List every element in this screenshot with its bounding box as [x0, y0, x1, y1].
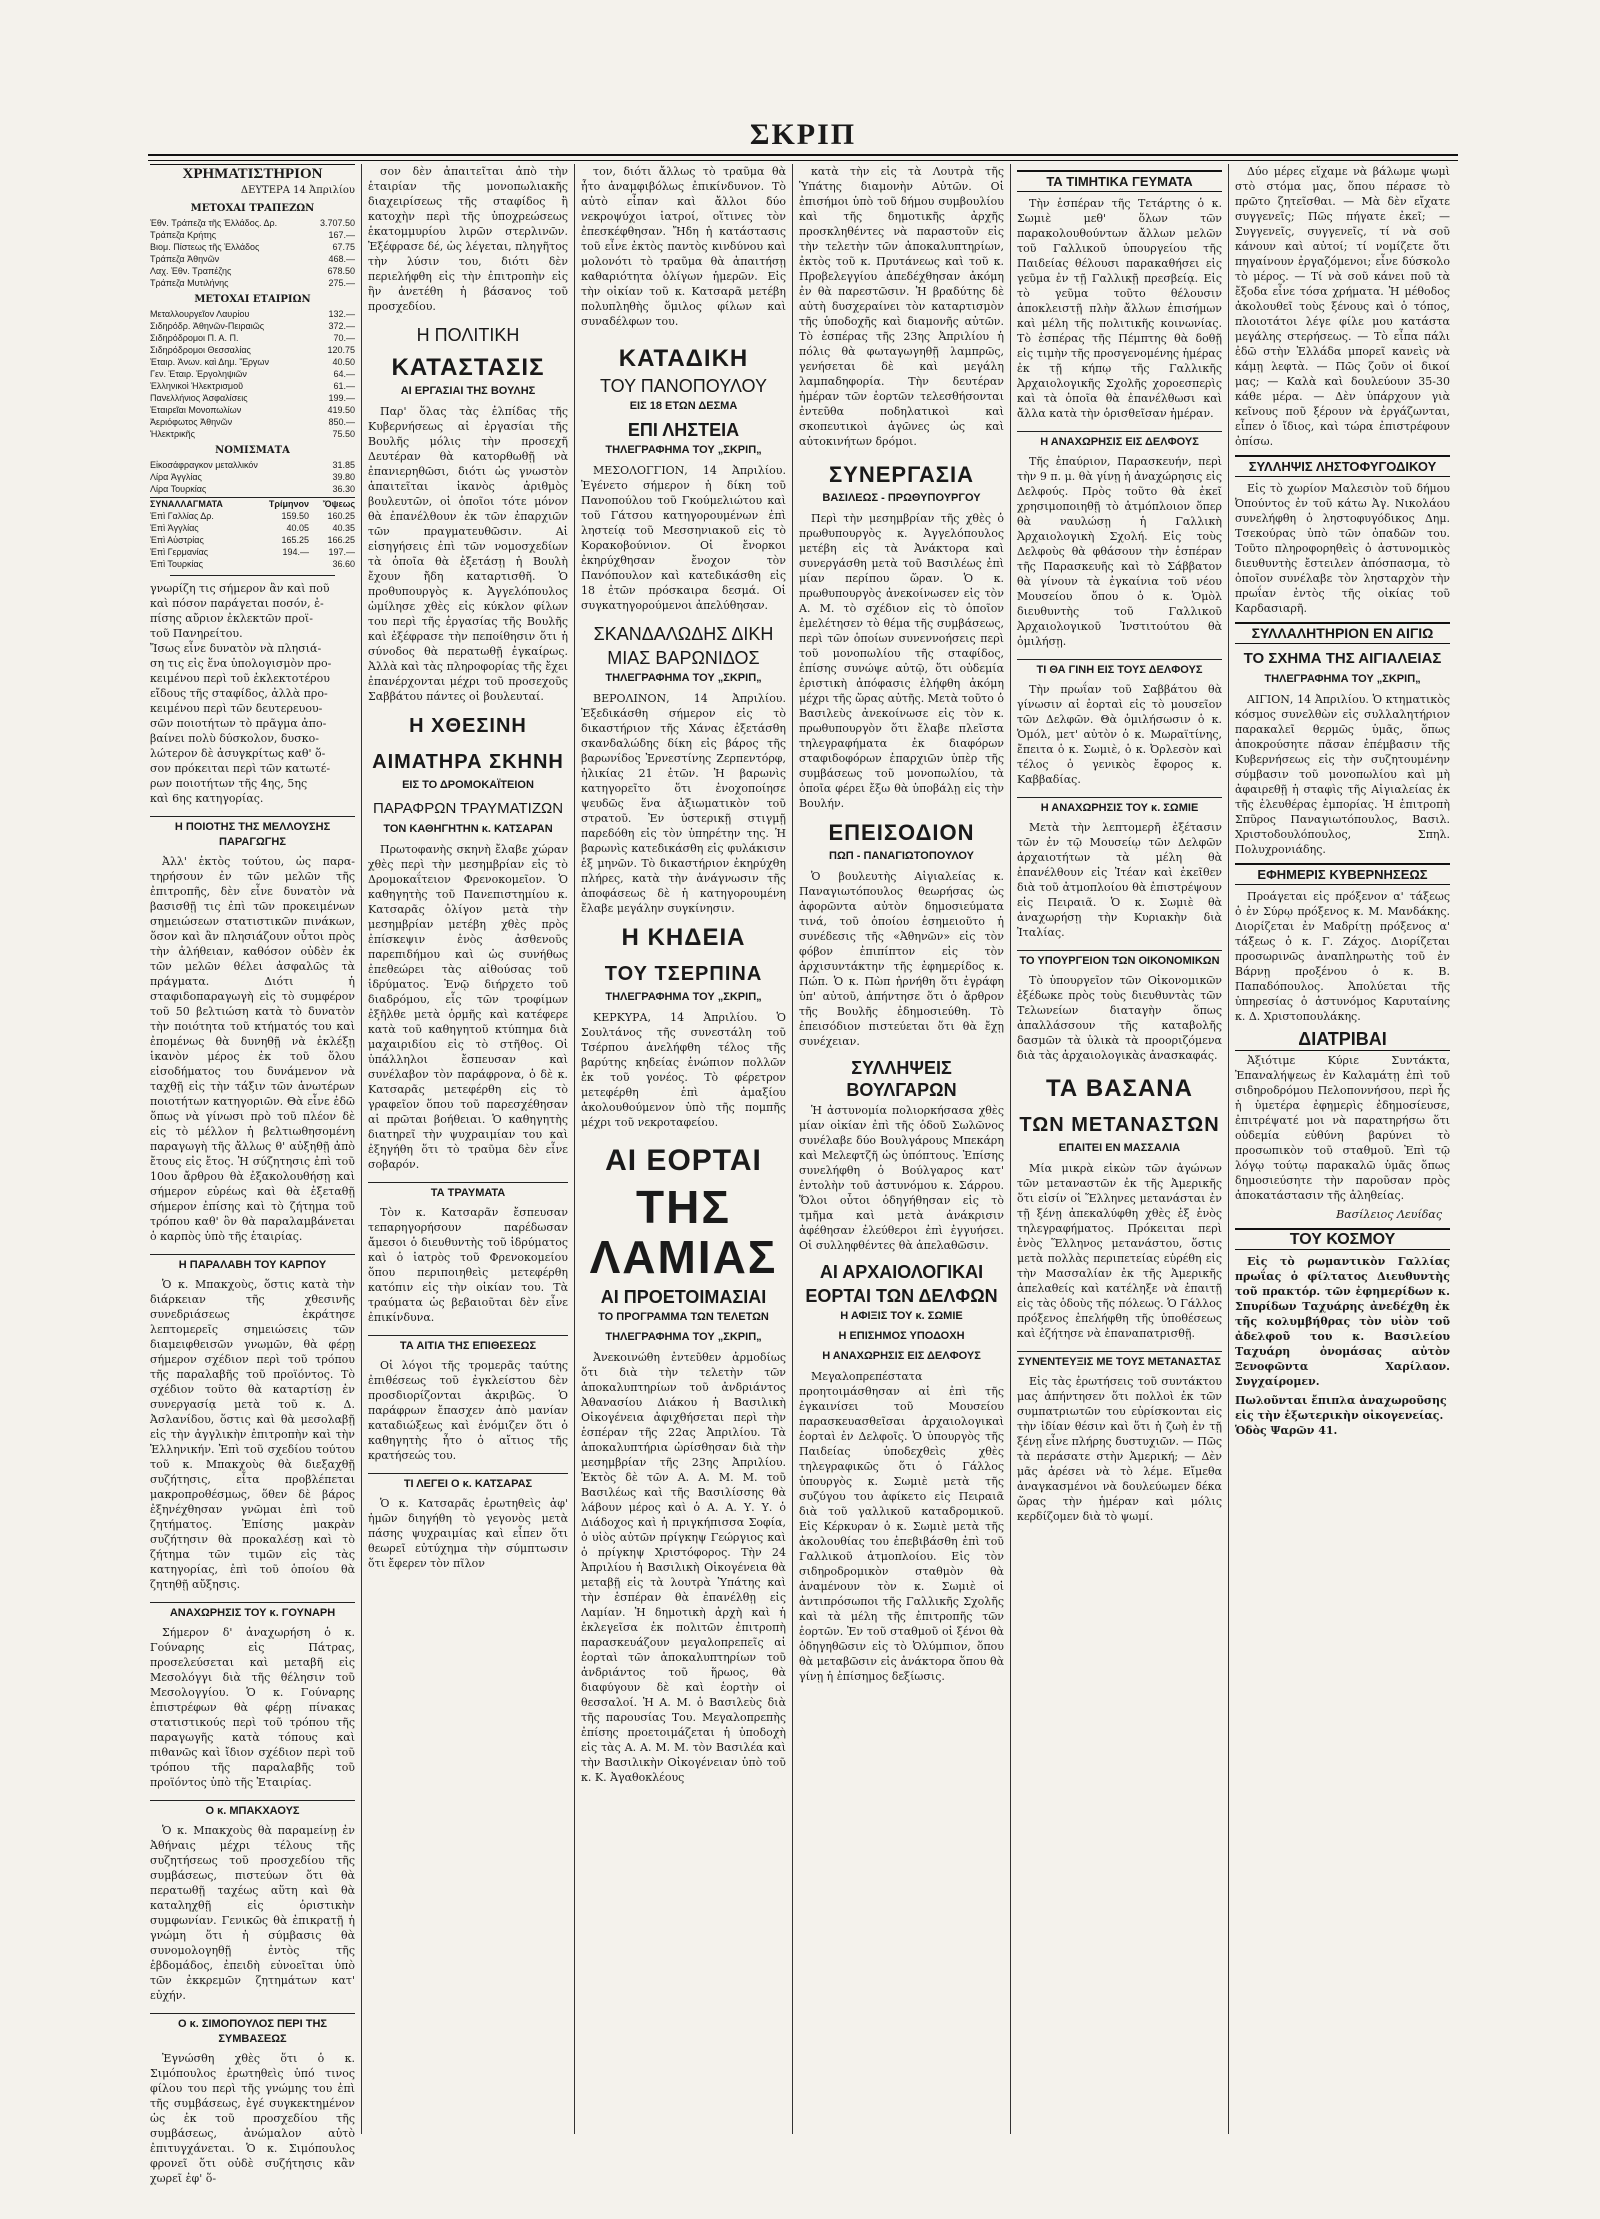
finance-row-value: 61.—	[333, 381, 355, 391]
finance-row-value-sight: 36.60	[332, 559, 355, 569]
finance-row-label: Ἑταιρ. Ἀνων. καὶ Δημ. Ἔργων	[150, 357, 269, 367]
torture-title: ΤΑ ΒΑΣΑΝΑ	[1046, 1075, 1193, 1102]
classified-ad: Πωλοῦνται ἔπιπλα ἀναχωροῦσης εἰς τὴν ἐξωτερικὴν οἰκογενείας. Ὁδὸς Ψαρῶν 41.	[1235, 1394, 1447, 1437]
finance-row-value: 275.—	[328, 278, 355, 288]
torture-subtitle: ΕΠΑΙΤΕΙ ΕΝ ΜΑΣΣΑΛΙΑ	[1058, 1142, 1181, 1154]
finance-row	[150, 483, 355, 495]
text-line	[150, 746, 355, 761]
feast-subtitle-2: ΤΟ ΠΡΟΓΡΑΜΜΑ ΤΩΝ ΤΕΛΕΤΩΝ	[598, 1311, 769, 1323]
rally-heading: ΣΥΛΛΑΛΗΤΗΡΙΟΝ ΕΝ ΑΙΓΙΩ	[1235, 622, 1450, 644]
finance-row	[150, 320, 355, 332]
finance-row-label: Ἐπὶ Ἀγγλίας	[150, 523, 199, 533]
exchange-col-3m: Τρίμηνον	[268, 499, 309, 509]
world-text: Εἰς τὸ ρωμαντικὸν Γαλλίας πρωΐας ὁ φίλτατος Διευθυντὴς τοῦ πρακτόρ. τῶν ἐφημερίδων κ. Σπυρίδων Ταχυάρης ἀνεδέχθη ἐκ τῆς κολυμβήθρας τὸν υἱὸν τοῦ ἀδελφοῦ του κ. Βασιλείου Ταχυάρη ὀνομάσας αὐτὸν Ξενοφῶντα Χαρίλαον. Συγχαίρομεν.	[1235, 1255, 1450, 1388]
text-line-content: καὶ πόσον παράγεται ποσόν, ἐ-	[150, 597, 324, 610]
text-line-content: σῶν ποιοτήτων τὸ πρᾶγμα ἀπο-	[150, 717, 327, 730]
finance-row-value: 372.—	[328, 321, 355, 331]
delphi-departure-text: Τῆς ἐπαύριον, Παρασκευήν, περὶ τὴν 9 π. μ. θὰ γίνῃ ἡ ἀναχώρησις εἰς Δελφούς. Πρὸς τοῦτο θὰ ἐκεῖ χρησιμοποιηθῇ τὸ ἀτμόπλοιον ὅπερ θὰ ναυλώσῃ ἡ Γαλλικὴ Ἀρχαιολογικὴ Σχολή. Εἰς τοὺς Δελφοὺς θὰ φθάσουν τὴν ἑσπέραν τῆς Παρασκευῆς καὶ τὸ Σάββατον θὰ γίνουν τὰ ἐγκαίνια τοῦ νέου Μουσείου ὅπου ὁ κ. Ὁμὸλ διευθυντὴς τοῦ Γαλλικοῦ Ἀρχαιολογικοῦ Ἰνστιτούτου θὰ ὁμιλήσῃ.	[1017, 455, 1222, 648]
finance-row-value: 850.—	[328, 417, 355, 427]
finance-row-label: Σιδηρόδρομοι Π. Α. Π.	[150, 333, 239, 343]
finance-row-label: Εἰκοσάφραγκον μεταλλικόν	[150, 460, 258, 470]
finance-row-label: Ἐπὶ Γερμανίας	[150, 547, 209, 557]
bandit-arrest-heading: ΣΥΛΛΗΨΙΣ ΛΗΣΤΟΦΥΓΟΔΙΚΟΥ	[1235, 455, 1450, 477]
column-1	[150, 164, 355, 2185]
text-line	[150, 611, 355, 626]
finance-row-label: Σιδηρόδρ. Ἀθηνῶν-Πειραιῶς	[150, 321, 265, 331]
text-line-content: εἴδους τῆς σταφίδος, ἀλλὰ προ-	[150, 687, 328, 700]
archaeo-title: ΑΙ ΑΡΧΑΙΟΛΟΓΙΚΑΙ	[819, 1262, 984, 1282]
politics-title: ΚΑΤΑΣΤΑΣΙΣ	[391, 354, 545, 381]
currency-list	[150, 459, 355, 495]
finance-row	[150, 241, 355, 253]
column-3	[581, 164, 786, 2134]
finance-row-label: Μεταλλουργεῖον Λαυρίου	[150, 309, 250, 319]
text-line-content: τοῦ Πανηρείτου.	[150, 627, 243, 640]
masthead-rule	[148, 154, 1458, 161]
text-line-content: σον πρόκειται περὶ τῶν κατωτέ-	[150, 762, 331, 775]
exchange-heading: ΣΥΝΑΛΛΑΓΜΑΤΑ	[150, 499, 223, 509]
archaeo-subtitle-3: Η ΑΝΑΧΩΡΗΣΙΣ ΕΙΣ ΔΕΛΦΟΥΣ	[822, 1350, 981, 1362]
col4-top-text: κατὰ τὴν εἰς τὰ Λουτρὰ τῆς Ὑπάτης διαμονὴν Αὐτῶν. Οἱ ἐπισήμοι ὑπὸ τοῦ δήμου συμβουλίου καὶ τῆς δημοτικῆς ἀρχῆς προσκληθέντες νὰ παραστοῦν εἰς τὴν τελετὴν τῶν ἀποκαλυπτηρίων, ἐκτὸς τοῦ κ. Πρυτάνεως καὶ τοῦ κ. Προβελεγγίου ἀπεδέχθησαν ἀκόμη ἐν θὰ παρεστῶσιν. Ἡ βραδύτης δὲ αὐτὴ δυσχεραίνει τὸν καταρτισμὸν τῆς ὑποδοχῆς καὶ διαμονῆς αὐτῶν. Τὸ ἑσπέρας τῆς 23ης Ἀπριλίου ἡ πόλις θὰ φωταγωγηθῇ λαμπρῶς, γενήσεται δὲ καὶ μεγάλη λαμπαδηφορία. Τὴν δευτέραν ἡμέραν τῶν ἑορτῶν τελεσθήσονται ἐντεῦθα ποδηλατικοὶ καὶ σκοπευτικοὶ ἀγῶνες ὡς καὶ αὐτοκινήτων δρόμοι.	[799, 165, 1004, 448]
scandal-wire: ΤΗΛΕΓΡΑΦΗΜΑ ΤΟΥ „ΣΚΡΙΠ„	[605, 672, 762, 684]
text-line-content: πίσης αὔριον ἐκλεκτῶν προϊ-	[150, 612, 313, 625]
scene-title: Η ΧΘΕΣΙΝΗ	[409, 715, 527, 737]
col6-top-text: Δύο μέρες εἴχαμε νὰ βάλωμε ψωμὶ στὸ στόμα μας, ὅπου πέρασε τὸ πρῶτο ζητεῖσθαι. — Μὰ δὲν εἴχατε συγγενεῖς; Πῶς πήγατε ἐκεῖ; — Συγγενεῖς, συγγενεῖς, τί νὰ σοῦ κάνουν καὶ αὐτοί; τί νομίζετε ὅτι πηγαίνουν ἐργαζόμενοι; εἶνε δύσκολο τὸ μέρος. — Τί νὰ σοῦ κάνει ποῦ τὰ ἔξοδα εἶνε τόσα χρήματα. Ἡ μέθοδος ἀκολουθεῖ τοὺς ξένους καὶ ὁ τόπος, πλοιοτάτοι λέγε φίλε μου κατάστα μεγάλης στερήσεως. — Τὸ εἶπα πάλι ἐδῶ στὴν Ἑλλάδα μπορεῖ κανεὶς νὰ κάμῃ λεφτὰ. — Πῶς ζοῦν οἱ δικοί μας; — Καλὰ καὶ δουλεύουν 35-30 κάθε μέρα. — Δὲν ὑπάρχουν γιὰ κεῖνους ποῦ ξέρουν νὰ ἐργάζωνται, εἶπεν ὁ ἴδιος, καὶ τώρα ἐπιστρέφουν ὀπίσω.	[1235, 165, 1450, 448]
finance-row-value: 64.—	[333, 369, 355, 379]
simopoulos-text: Ἐγνώσθη χθὲς ὅτι ὁ κ. Σιμόπουλος ἐρωτηθεὶς ὑπό τινος φίλου του περὶ τῆς γνώμης του ἐπὶ τῆς συμβάσεως, ἐγέ συγκεκτημένον ὡς ἐκ τοῦ προσχεδίου τῆς συμβάσεως, ἀνώμαλον αὐτὸ ἐπιτυγχάνεται. Ὁ κ. Σιμόπουλος φρονεῖ ὅτι οὐδὲ συζήτησις κἂν χωρεῖ ἐφ' ὅ-	[150, 2052, 355, 2185]
stock-exchange-box	[150, 164, 355, 570]
finance-row-value: 31.85	[332, 460, 355, 470]
text-line	[150, 581, 355, 596]
bandit-arrest-text: Εἰς τὸ χωρίον Μαλεσιὸν τοῦ δήμου Ὀπούντος ἐν τοῦ κάτω Ἀγ. Νικολάου συνελήφθη ὁ ληστοφυγόδικος Δημ. Τσεκούρας ὑπὸ τῶν ὀπαδῶν του. Τοῦτο πληροφορηθεὶς ὁ ἀστυνομικὸς διευθυντὴς ἔστειλεν ἀπόσπασμα, τὸ ὁποῖον συνέλαβε τὸν λησταρχὸν τὴν πρωΐαν ἐντὸς τῆς οἰκίας τοῦ Καρδασιαρῆ.	[1235, 482, 1450, 615]
scene-subtitle: ΕΙΣ ΤΟ ΔΡΟΜΟΚΑΪΤΕΙΟΝ	[402, 779, 534, 791]
finance-row-value-3m: 194.—	[282, 547, 309, 557]
finance-row-value-3m: 159.50	[281, 511, 309, 521]
finance-row	[150, 380, 355, 392]
finance-row-label: Γεν. Ἑταιρ. Ἐργοληψιῶν	[150, 369, 247, 379]
heading-simopoulos: Ο κ. ΣΙΜΟΠΟΥΛΟΣ ΠΕΡΙ ΤΗΣ ΣΥΜΒΑΣΕΩΣ	[150, 2013, 355, 2047]
text-line-content: ρων ποιοτήτων τῆς 4ης, 5ης	[150, 777, 308, 790]
company-shares-list	[150, 308, 355, 440]
company-shares-heading: ΜΕΤΟΧΑΙ ΕΤΑΙΡΙΩΝ	[194, 294, 311, 305]
finance-row-value: 70.—	[333, 333, 355, 343]
finance-row-value: 468.—	[328, 254, 355, 264]
finance-row-label: Λίρα Ἀγγλίας	[150, 472, 202, 482]
finance-row-value: 120.75	[327, 345, 355, 355]
causes-heading: ΤΑ ΑΙΤΙΑ ΤΗΣ ΕΠΙΘΕΣΕΩΣ	[368, 1335, 568, 1354]
page-columns	[150, 164, 1450, 2185]
text-line	[150, 596, 355, 611]
finance-row-label: Ἑταιρεῖαι Μονοπωλίων	[150, 405, 242, 415]
finance-row-value: 67.75	[332, 242, 355, 252]
text-line-content: βαίνει πολὺ δύσκολον, δυσκο-	[150, 732, 319, 745]
finance-row-value-3m	[263, 558, 309, 570]
finance-row-label: Σιδηρόδρομοι Θεσσαλίας	[150, 345, 251, 355]
finance-row-value: 678.50	[327, 266, 355, 276]
archaeo-text: Μεγαλοπρεπέστατα προητοιμάσθησαν αἱ ἐπὶ τῆς ἐγκαινίσει τοῦ Μουσείου παρασκευασθεῖσαι ἀρχαιολογικαὶ ἑορταὶ ἐν Δελφοῖς. Ὁ ὑπουργὸς τῆς Παιδείας ὑποδεχθεὶς χθὲς τηλεγραφικῶς ὅτι ὁ Γάλλος ὑπουργὸς κ. Σωμιὲ μετὰ τῆς συζύγου του ἀφίκετο εἰς Πειραιᾶ διὰ τοῦ γαλλικοῦ καταδρομικοῦ. Εἰς Κέρκυραν ὁ κ. Σωμιὲ μετὰ τῆς ἀκολουθίας του ἐπεβιβάσθη ἐπὶ τοῦ Γαλλικοῦ ἀτμοπλοίου. Εἰς τὸν σιδηροδρομικὸν σταθμὸν θὰ ἀναμένουν τὸν κ. Σωμιὲ οἱ ἀντιπρόσωποι τῆς Γαλλικῆς Σχολῆς καὶ τὰ μέλη τῆς ἐπιτροπῆς τῶν ἑορτῶν. Ἐν τοῦ σταθμοῦ οἱ ξένοι θὰ ὁδηγηθῶσιν εἰς τὸ Ὀλύμπιον, ὅπου θὰ μεταβῶσιν εἰς ἀνάκτορα ὅπου θὰ γίνῃ ἡ ἐπίσημος δεξίωσις.	[799, 1370, 1004, 1683]
text-line-content: κειμένου περὶ τοῦ ἐκλεκτοτέρου	[150, 672, 330, 685]
text-line	[150, 686, 355, 701]
col3-top-text: τον, διότι ἄλλως τὸ τραῦμα θὰ ἦτο ἀναμφιβόλως ἐπικίνδυνον. Τὸ αὐτὸ εἶπαν καὶ ἄλλοι δύο νεκροψύχοι ἰατροί, οἵτινες τὸν ἐπεσκέφθησαν. Ἤδη ἡ κατάστασις τοῦ εἶνε ἐκτὸς παντὸς κινδύνου καὶ μολονότι τὸ τραῦμα θὰ ἀπαιτήσῃ καθαριότητα ὀλίγων ἡμερῶν. Εἰς τὴν οἰκίαν τοῦ κ. Κατσαρᾶ μετέβη πολυπληθὴς ὅμιλος φίλων καὶ συναδέλφων του.	[581, 165, 786, 328]
heading-bakchous: Ο κ. ΜΠΑΚΧΑΟΥΣ	[150, 1800, 355, 1819]
finance-row-value: 167.—	[328, 230, 355, 240]
feast-kicker: ΑΙ ΕΟΡΤΑΙ	[605, 1144, 762, 1177]
finance-row-label: Πανελλήνιος Ἀσφαλίσεις	[150, 393, 248, 403]
rally-wire: ΤΗΛΕΓΡΑΦΗΜΑ ΤΟΥ „ΣΚΡΙΠ„	[1264, 673, 1421, 685]
finance-row-value-sight: 197.—	[328, 547, 355, 557]
finance-row-value-sight: 166.25	[327, 535, 355, 545]
finance-row-value: 132.—	[328, 309, 355, 319]
arrests-title: ΣΥΛΛΗΨΕΙΣ ΒΟΥΛΓΑΡΩΝ	[846, 1058, 957, 1100]
delphi-departure-heading: Η ΑΝΑΧΩΡΗΣΙΣ ΕΙΣ ΔΕΛΦΟΥΣ	[1017, 431, 1222, 450]
stock-exchange-date: ΔΕΥΤΕΡΑ 14 Ἀπριλίου	[240, 185, 355, 196]
text-line	[150, 761, 355, 776]
scene-subtitle-2: ΠΑΡΑΦΡΩΝ ΤΡΑΥΜΑΤΙΖΩΝ	[372, 800, 564, 817]
finance-row-label: Ἀεριόφωτος Ἀθηνῶν	[150, 417, 233, 427]
finance-row	[150, 534, 355, 546]
finance-row-label: Ἐθν. Τράπεζα τῆς Ἑλλάδος. Δρ.	[150, 218, 278, 228]
somie-departure-text: Μετὰ τὴν λεπτομερῆ ἐξέτασιν τῶν ἐν τῷ Μουσείῳ τῶν Δελφῶν ἀρχαιοτήτων τὰ μέλη θὰ ἐπανέλθουν εἰς Ἰτέαν καὶ ἐκεῖθεν διὰ τοῦ ἀτμοπλοίου θὰ ἐπιστρέψουν εἰς Πειραιᾶ. Ὁ κ. Σωμιὲ θὰ ἀναχωρήσῃ τὴν Κυριακὴν διὰ Ἰταλίας.	[1017, 821, 1222, 939]
text-line-content: ση τις εἰς ἕνα ὑπολογισμὸν προ-	[150, 657, 332, 670]
finance-row	[150, 265, 355, 277]
finance-row-label: Τράπεζα Μυτιλήνης	[150, 278, 229, 288]
delphi-celebrations-text: Τὴν πρωΐαν τοῦ Σαββάτου θὰ γίνωσιν αἱ ἑορταὶ εἰς τὸ μουσεῖον τῶν Δελφῶν. Θὰ ὁμιλήσωσιν ὁ κ. Ὁμόλ, μετ' αὐτὸν ὁ κ. Μωραϊτίνης, ἔπειτα ὁ κ. Σωμιὲ, ὁ κ. Ὀρλεσὸν καὶ τέλος ὁ γενικὸς ἔφορος κ. Καββαδίας.	[1017, 683, 1222, 786]
finance-row	[150, 558, 355, 570]
column-rule	[361, 164, 362, 2134]
text-line	[150, 776, 355, 791]
finance-row	[150, 253, 355, 265]
katsaras-says-heading: ΤΙ ΛΕΓΕΙ Ο κ. ΚΑΤΣΑΡΑΣ	[368, 1473, 568, 1492]
column-4	[799, 164, 1004, 2134]
column-6	[1235, 164, 1450, 2134]
finance-row-value: 36.30	[332, 484, 355, 494]
diatribe-text: Ἀξιότιμε Κύριε Συντάκτα, Ἐπαναλήψεως ἐν Καλαμάτῃ ἐπὶ τοῦ σιδηροδρόμου Πελοποννήσου, περὶ ἧς ἡ ὑμετέρα ἐφημερὶς ἐδημοσίευσε, ἐπιτρέψατέ μοι νὰ παρατηρήσω ὅτι οὐδεμία εὐθύνη βαρύνει τὸ προσωπικὸν τοῦ σταθμοῦ. Ἐπὶ τῷ λόγῳ τούτῳ παρακαλῶ ὑμᾶς ὅπως δημοσιεύσητε τὴν παροῦσαν πρὸς ἀποκατάστασιν τῆς ἀληθείας.	[1235, 1054, 1450, 1202]
finance-row-label: Ἐπὶ Αὐστρίας	[150, 535, 204, 545]
funeral-wire: ΤΗΛΕΓΡΑΦΗΜΑ ΤΟΥ „ΣΚΡΙΠ„	[605, 991, 762, 1003]
newspaper-title: ΣΚΡΙΠ	[749, 118, 857, 151]
finance-row	[150, 332, 355, 344]
column-rule	[574, 164, 575, 2134]
exchange-header	[150, 497, 355, 510]
delphi-celebrations-heading: ΤΙ ΘΑ ΓΙΝΗ ΕΙΣ ΤΟΥΣ ΔΕΛΦΟΥΣ	[1017, 659, 1222, 678]
finance-row-label: Βιομ. Πίστεως τῆς Ἑλλάδος	[150, 242, 260, 252]
politics-subtitle: ΑΙ ΕΡΓΑΣΙΑΙ ΤΗΣ ΒΟΥΛΗΣ	[400, 385, 536, 397]
conviction-subtitle-2: ΕΙΣ 18 ΕΤΩΝ ΔΕΣΜΑ	[629, 400, 738, 412]
finance-row	[150, 404, 355, 416]
finance-row-value-sight: 160.25	[327, 511, 355, 521]
text-line	[150, 656, 355, 671]
masthead	[148, 118, 1458, 158]
conviction-title: ΚΑΤΑΔΙΚΗ	[618, 345, 749, 372]
torture-text: Μία μικρὰ εἰκὼν τῶν ἀγώνων τῶν μεταναστῶν ἐκ τῆς Ἀμερικῆς ὅτι εἰσίν οἱ Ἕλληνες μετανάσται ἐν τῇ ξένῃ ἀπεκαλύφθη χθὲς ἐξ ἑνὸς τηλεγραφήματος. Πρόκειται περὶ ἑνὸς Ἕλληνος μετανάστου, ὅστις μετὰ πολλὰς περιπετείας εὑρέθη εἰς τὴν Μασσαλίαν ἐκ τῆς Ἀμερικῆς ἀπελαθείς καὶ κατέληξε νὰ ἐπαιτῇ εἰς τὰς ὁδοὺς τῆς πόλεως. Ὁ Γάλλος πρόξενος ἐπελήφθη τῆς ὑποθέσεως καὶ ἐζήτησε νὰ ἐπαναπατρισθῇ.	[1017, 1162, 1222, 1340]
text-line	[150, 731, 355, 746]
scandal-text: ΒΕΡΟΛΙΝΟΝ, 14 Ἀπριλίου. Ἐξεδικάσθη σήμερον εἰς τὸ δικαστήριον τῆς Χάνας ἐξετάσθη σκανδαλώδης δίκη εἰς βάρος τῆς βαρωνίδος Ἐρνεστίνης Ζερπεντόρφ, ἡλικίας 21 ἐτῶν. Ἡ βαρωνὶς κατηγορεῖτο ὅτι ἐνοχοποίησε ψευδῶς ἕνα ἀξιωματικὸν τοῦ στρατοῦ. Ἐν ὑστερικῇ στιγμῇ παρεδόθη εἰς τὸν ὑπηρέτην της. Ἡ βαρωνὶς κατεδικάσθη εἰς φυλάκισιν ἑξ μηνῶν. Τὸ δικαστήριον ἐκηρύχθη πλήρες, κατὰ τὴν ἀνάγνωσιν τῆς ἀποφάσεως δὲ ἡ κατηγορουμένη ἔλαβε μεγάλην συγκίνησιν.	[581, 692, 786, 915]
finance-row-value: 40.50	[332, 357, 355, 367]
prices-heading: ΤΑ ΤΙΜΗΤΙΚΑ ΓΕΥΜΑΤΑ	[1017, 170, 1222, 192]
finance-row-value: 3.707.50	[319, 218, 355, 228]
divider	[170, 575, 335, 576]
finance-row	[150, 522, 355, 534]
text-line-content: κειμένου περὶ τῶν δευτερευου-	[150, 702, 323, 715]
text-line-content: λώτερον δὲ ἀσυγκρίτως καθ' ὅ-	[150, 747, 326, 760]
text-line-content: καὶ 6ης κατηγορίας.	[150, 792, 264, 805]
bakchous-text: Ὁ κ. Μπακχοὺς θὰ παραμείνῃ ἐν Ἀθήναις μέχρι τέλους τῆς συζητήσεως τοῦ προσχεδίου τῆς συμβάσεως, πιστεύων ὅτι θὰ περατωθῇ ταχέως αὕτη καὶ θὰ καταληχθῇ εἰς ὁριστικὴν συμφωνίαν. Γενικῶς θὰ ἐπικρατῇ ἡ γνώμη ὅτι ἡ σύμβασις θὰ συνομολογηθῇ ἐντὸς τῆς ἑβδομάδος, ἐπειδὴ εὐνοεῖται ὑπὸ τῶν ἐκκρεμῶν ζητημάτων κατ' εὐχήν.	[150, 1824, 355, 2002]
rally-subtitle: ΤΟ ΣΧΗΜΑ ΤΗΣ ΑΙΓΙΑΛΕΙΑΣ	[1243, 650, 1442, 667]
finance-row	[150, 510, 355, 522]
col2-top-text: σον δὲν ἀπαιτεῖται ἀπὸ τὴν ἑταιρίαν τῆς μονοπωλιακῆς διαχειρίσεως τῆς σταφίδος ἢ κατοχὴν περὶ τῆς ὑποχρεώσεως ἑκατομμυρίου λιρῶν στερλινῶν. Ἐξέφρασε δέ, ὡς λέγεται, πληγῆτος τὴν λύσιν του, διότι δὲν περιελήφθη εἰς τὴν ἐπιτροπὴν εἰς ἣν ἀνετέθη ἡ βάσανος τοῦ προσχεδίου.	[368, 165, 568, 313]
departure-text: Σήμερον δ' ἀναχωρήση ὁ κ. Γούναρης εἰς Πάτρας, προσελεύσεται καὶ μεταβῆ εἰς Μεσολόγγι διὰ τῆς θέλησιν τοῦ Μεσολογγίου. Ὁ κ. Γούναρης ἐπιστρέφων θὰ φέρῃ πίνακας στατιστικούς περὶ τοῦ τρόπου τῆς παραγωγῆς κατὰ τόπους καὶ πιθανῶς καὶ ἴδιον σχέδιον περὶ τοῦ τρόπου τῆς παραλαβῆς τοῦ προϊόντος ὑπὸ τῆς Ἑταιρίας.	[150, 1626, 355, 1789]
feast-wire: ΤΗΛΕΓΡΑΦΗΜΑ ΤΟΥ „ΣΚΡΙΠ„	[605, 1331, 762, 1343]
wounds-heading: ΤΑ ΤΡΑΥΜΑΤΑ	[368, 1182, 568, 1201]
conviction-subtitle: ΤΟΥ ΠΑΝΟΠΟΥΛΟΥ	[600, 376, 767, 396]
finance-row-value-3m: 40.05	[286, 523, 309, 533]
bank-shares-heading: ΜΕΤΟΧΑΙ ΤΡΑΠΕΖΩΝ	[190, 203, 315, 214]
finance-row-label: Λαχ. Ἐθν. Τραπέζης	[150, 266, 232, 276]
scene-text: Πρωτοφανὴς σκηνὴ ἔλαβε χώραν χθὲς περὶ τὴν μεσημβρίαν εἰς τὸ Δρομοκαΐτειον Φρενοκομεῖον. Ὁ καθηγητὴς τοῦ Πανεπιστημίου κ. Κατσαρᾶς ὀλίγον μετὰ τὴν μεσημβρίαν μετέβη χθὲς πρὸς ἐπίσκεψιν ἑνὸς ἀσθενοῦς παρεπιδήμου καὶ ὡς συνήθως ἐπεθεώρει τὰς αἰθούσας τοῦ ἱδρύματος. Ἐνῷ διήρχετο τοῦ διαδρόμου, εἷς τῶν τροφίμων ἐξῆλθε μετὰ ὁρμῆς καὶ κατέφερε κατὰ τοῦ καθηγητοῦ κτύπημα διὰ μαχαιριδίου εἰς τὸ στῆθος. Οἱ ὑπάλληλοι ἔσπευσαν καὶ συνέλαβον τὸν παράφρονα, ὁ δὲ κ. Κατσαρᾶς μετεφέρθη εἰς τὸ γραφεῖον ὅπου τοῦ παρεσχέθησαν αἱ πρῶται βοήθειαι. Ὁ καθηγητὴς διατηρεῖ τὴν ψυχραιμίαν του καὶ ἐξηγήθη ὅτι τὸ τραῦμα δὲν εἶνε σοβαρόν.	[368, 843, 568, 1171]
finance-row-value: 419.50	[327, 405, 355, 415]
conviction-subtitle-3: ΕΠΙ ΛΗΣΤΕΙΑ	[627, 420, 740, 440]
archaeo-subtitle-2: Η ΕΠΙΣΗΜΟΣ ΥΠΟΔΟΧΗ	[838, 1330, 965, 1342]
prices-text: Τὴν ἑσπέραν τῆς Τετάρτης ὁ κ. Σωμιὲ μεθ' ὅλων τῶν παρακολουθούντων ἄλλων μελῶν τοῦ Γαλλικοῦ ὑπουργείου τῆς Παιδείας θέλουσι παρακαθήσει εἰς γεῦμα ἐν τῇ Γαλλικῇ πρεσβείᾳ. Εἰς τὸ γεῦμα τοῦτο θέλουσιν ἀποκλειστῇ πλὴν ἄλλων ἐπισήμων καὶ μέλη τῆς πολιτικῆς κοινωνίας. Τὸ ἑσπέρας τῆς Πέμπτης θὰ δοθῇ εἰς τιμὴν τῆς προσγενομένης ἡμέρας ἐκ τῇ κήπῳ τῆς Γαλλικῆς Ἀρχαιολογικῆς Σχολῆς χοροεσπερὶς καὶ τὰ ὁποῖα θὰ ἐπανέλθωσι καὶ ἄλλα κατὰ τὴν ὁρισθεῖσαν ἡμέραν.	[1017, 197, 1223, 420]
heading-gounaris-departure: ΑΝΑΧΩΡΗΣΙΣ ΤΟΥ κ. ΓΟΥΝΑΡΗ	[150, 1602, 355, 1621]
conviction-text: ΜΕΣΟΛΟΓΓΙΟΝ, 14 Ἀπριλίου. Ἐγένετο σήμερον ἡ δίκη τοῦ Πανοπούλου τοῦ Γκούμελιώτου καὶ τοῦ Γάτσου κατηγορουμένων ἐπὶ ληστείᾳ τοῦ Μεσσηνιακοῦ εἰς τὸ Κορακοβούνιον. Οἱ ἔνορκοι ἐκηρύχθησαν ἔνοχον τὸν Πανόπουλον καὶ κατεδικάσθη εἰς 18 ἐτῶν πρόσκαιρα δεσμά. Οἱ συγκατηγορούμενοι ἀπελύθησαν.	[581, 464, 786, 612]
finance-row	[150, 416, 355, 428]
finance-row	[150, 368, 355, 380]
text-line-content: Ἴσως εἶνε δυνατὸν νὰ πλησιά-	[150, 642, 322, 655]
finance-row	[150, 217, 355, 229]
politics-kicker: Η ΠΟΛΙΤΙΚΗ	[416, 325, 520, 345]
funeral-text: ΚΕΡΚΥΡΑ, 14 Ἀπριλίου. Ὁ Σουλτάνος τῆς συνεστάλη τοῦ Τσέρπου ἀνελήφθη τέλος τῆς βαρύτης κηδείας ἑνώπιον πολλῶν ἐκ τοῦ γονέος. Τὸ φέρετρον μετεφέρθη ἐπὶ ἀμαξίου ἀκολουθούμενον ὑπὸ τῆς πομπῆς μέχρι τοῦ νεκροταφείου.	[581, 1011, 786, 1129]
cooperation-subtitle: ΒΑΣΙΛΕΩΣ - ΠΡΩΘΥΠΟΥΡΓΟΥ	[822, 492, 981, 504]
receipt-text: Ὁ κ. Μπακχοὺς, ὅστις κατὰ τὴν διάρκειαν τῆς χθεσινῆς συνεδριάσεως ἐκράτησε λεπτομερεῖς σημειώσεις τῶν διαμειφθεισῶν γνωμῶν, θὰ φέρῃ σήμερον σχέδιον περὶ τοῦ τρόπου τῆς παραλαβῆς τοῦ προϊόντος. Τὸ σχέδιον τοῦτο θὰ καταρτίσῃ ἐν συνεργασίᾳ μετὰ τοῦ κ. Δ. Ἀσλανίδου, ὅστις καὶ θὰ μεσολαβῇ εἰς τὴν ἀγγλικὴν ἐπιτροπὴν καὶ τὴν Ἑλληνικήν. Ἐπὶ τοῦ σχεδίου τούτου τοῦ κ. Μπακχοὺς θὰ διεξαχθῇ συζήτησις, εἶτα προβλέπεται μακροπροθέσμως, ὅθεν δὲ βάρος ἐξηνέχθησαν γνῶμαι ἐπὶ τοῦ ζητήματος. Ἐπίσης μακρὰν συζήτησιν θὰ προκαλέσῃ καὶ τὸ ζήτημα τῶν τιμῶν εἰς τὰς κατηγορίας, ἐπὶ τοῦ ὁποίου θὰ ζητηθῇ αὔξησις.	[150, 1278, 355, 1591]
heading-crop-receipt: Η ΠΑΡΑΛΑΒΗ ΤΟΥ ΚΑΡΠΟΥ	[150, 1254, 355, 1273]
text-line	[150, 701, 355, 716]
feast-text: Ἀνεκοινώθη ἐντεῦθεν ἀρμοδίως ὅτι διὰ τὴν τελετὴν τῶν ἀποκαλυπτηρίων τοῦ ἀνδριάντος Ἀθανασίου Διάκου ἡ Βασιλικὴ Οἰκογένεια ἀφιχθήσεται περὶ τὴν ἑσπέραν τῆς 22ας Ἀπριλίου. Τὰ ἀποκαλυπτήρια ὡρίσθησαν διὰ τὴν μεσημβρίαν τῆς 23ης Ἀπριλίου. Ἐκτὸς δὲ τῶν Α. Α. Μ. Μ. τοῦ Βασιλέως καὶ τῆς Βασιλίσσης θὰ λάβουν μέρος καὶ ὁ Α. Α. Υ. Υ. ὁ Διάδοχος καὶ ἡ πριγκήπισσα Σοφία, ὁ υἱὸς αὐτῶν πρίγκηψ Γεώργιος καὶ ὁ πρίγκηψ Χριστόφορος. Τὴν 24 Ἀπριλίου ἡ Βασιλικὴ Οἰκογένεια θὰ μεταβῇ εἰς τὰ λουτρὰ Ὑπάτης καὶ τὴν ἑσπέραν θὰ ἐπανέλθῃ εἰς Λαμίαν. Ἡ δημοτικὴ ἀρχὴ καὶ ἡ ἐκλεγεῖσα ἐκ πολιτῶν ἐπιτροπὴ παρασκευάζουν μεγαλοπρεπεῖς αἱ ἑορταὶ τῶν ἀποκαλυπτηρίων τοῦ ἀνδριάντος τοῦ ἥρωος, θὰ διαφύγουν δὲ καὶ ἑορτὴν οἱ θεσσαλοί. Ἡ Α. Μ. ὁ Βασιλεὺς διὰ τῆς παρουσίας Του. Μεγαλοπρεπὴς ἐπίσης προετοιμάζεται ἡ ὑποδοχὴ εἰς τὰς Α. Α. Μ. Μ. τὸν Βασιλέα καὶ τὴν Βασιλικὴν Οἰκογένειαν ὑπὸ τοῦ κ. Κ. Ἀγαθοκλέους	[581, 1351, 786, 1784]
column-2	[368, 164, 568, 2134]
funeral-subtitle: ΤΟΥ ΤΣΕΡΠΙΝΑ	[604, 963, 763, 985]
finance-row	[150, 277, 355, 289]
finance-ministry-text: Τὸ ὑπουργεῖον τῶν Οἰκονομικῶν ἐξέδωκε πρὸς τοὺς διευθυντὰς τῶν Τελωνείων διαταγὴν ὅπως ἀπαλλάσσουν τῆς καταβολῆς δασμῶν τὰ ὑλικὰ τὰ προοριζόμενα διὰ τὰς ἀρχαιολογικὰς ἀνασκαφάς.	[1017, 974, 1222, 1062]
archaeo-subtitle: Η ΑΦΙΞΙΣ ΤΟΥ κ. ΣΩΜΙΕ	[840, 1310, 963, 1322]
migrants-interview-text: Εἰς τὰς ἐρωτήσεις τοῦ συντάκτου μας ἀπήντησεν ὅτι πολλοὶ ἐκ τῶν συμπατριωτῶν του εὑρίσκονται εἰς τὴν ἰδίαν θέσιν καὶ ὅτι ἡ ζωὴ ἐν τῇ ξένῃ εἶνε πλήρης δυστυχιῶν. — Πῶς τὰ περάσατε στὴν Ἀμερική; — Δὲν μᾶς ἀρέσει νὰ τὸ λέμε. Εἴμεθα ἀναγκασμένοι νὰ δουλεύωμεν δέκα ὥρας τὴν ἡμέραν καὶ μόλις κερδίζομεν διὰ τὸ ψωμί.	[1017, 1375, 1222, 1523]
heading-production-quality: Η ΠΟΙΟΤΗΣ ΤΗΣ ΜΕΛΛΟΥΣΗΣ ΠΑΡΑΓΩΓΗΣ	[150, 816, 355, 850]
diatribe-signature: Βασίλειος Λευίδας	[1336, 1208, 1442, 1221]
somie-departure-heading: Η ΑΝΑΧΩΡΗΣΙΣ ΤΟΥ κ. ΣΩΜΙΕ	[1017, 797, 1222, 816]
causes-text: Οἱ λόγοι τῆς τρομερᾶς ταύτης ἐπιθέσεως τοῦ ἐγκλείστου δὲν προσδιορίζονται ἀκριβῶς. Ὁ παράφρων ἔπασχεν ἀπὸ μανίαν καταδιώξεως καὶ ἐνόμιζεν ὅτι ὁ καθηγητὴς ἦτο ὁ αἴτιος τῆς κρατήσεώς του.	[368, 1359, 568, 1462]
currency-heading: ΝΟΜΙΣΜΑΤΑ	[215, 445, 290, 456]
text-line	[150, 626, 355, 641]
column-rule	[1228, 164, 1229, 2134]
wounds-text: Τὸν κ. Κατσαρᾶν ἔσπευσαν τεπαρηγορήσουν παρέδωσαν ἄμεσοι ὁ διευθυντὴς τοῦ ἱδρύματος καὶ ὁ ἰατρὸς τοῦ Φρενοκομείου ὅπου περιποιηθεὶς μετεφέρθη κατόπιν εἰς τὴν οἰκίαν του. Τὰ τραύματα ὡς βεβαιοῦται δὲν εἶνε ἐπικίνδυνα.	[368, 1206, 568, 1324]
finance-row-value-3m: 165.25	[281, 535, 309, 545]
text-line	[150, 641, 355, 656]
column-rule	[1010, 164, 1011, 2134]
finance-row-value-sight: 40.35	[332, 523, 355, 533]
migrants-interview-heading: ΣΥΝΕΝΤΕΥΞΙΣ ΜΕ ΤΟΥΣ ΜΕΤΑΝΑΣΤΑΣ	[1017, 1351, 1222, 1370]
politics-text: Παρ' ὅλας τὰς ἐλπίδας τῆς Κυβερνήσεως αἱ ἐργασίαι τῆς Βουλῆς μόλις τὴν προσεχῆ Δευτέραν θὰ κατορθωθῇ νὰ ἐπανιερηθῶσι, διότι ὡς γνωστὸν ἀπαιτεῖται ἱκανὸς ἀριθμὸς βουλευτῶν, οἱ ὁποῖοι τότε μόνον θὰ ἐπανέλθουν ἐκ τῶν ἐπαρχιῶν τῶν πραγματευθῶσιν. Αἱ εἰσηγήσεις ἐπὶ τῶν νομοσχεδίων τὰ ὁποῖα θὰ ἐξετάσῃ ἡ Βουλὴ ἔχουν ἤδη καταρτισθῆ. Ὁ προθυπουργὸς κ. Ἀγγελόπουλος ὡμίλησε χθὲς εἰς κύκλον φίλων του περὶ τῆς ἐργασίας τῆς Βουλῆς καὶ ἐξέφρασε τὴν πεποίθησιν ὅτι ἡ σύνοδος θὰ περατωθῇ ἐγκαίρως. Ἀλλὰ καὶ τὰς πληροφορίας τῆς ἔχει ἐπανέρχονται μέχρι τοῦ προσεχοῦς Σαββάτου πάντες οἱ βουλευταί.	[368, 405, 568, 703]
finance-row-value: 39.80	[332, 472, 355, 482]
finance-row	[150, 471, 355, 483]
finance-row-label: Λίρα Τουρκίας	[150, 484, 207, 494]
stock-exchange-title: ΧΡΗΜΑΤΙΣΤΗΡΙΟΝ	[150, 164, 355, 182]
finance-row	[150, 308, 355, 320]
bank-shares-list	[150, 217, 355, 289]
intro-text	[150, 581, 355, 806]
finance-row-label: Ἐπὶ Τουρκίας	[150, 559, 204, 569]
funeral-title: Η ΚΗΔΕΙΑ	[621, 924, 746, 951]
finance-row	[150, 344, 355, 356]
torture-title-2: ΤΩΝ ΜΕΤΑΝΑΣΤΩΝ	[1019, 1114, 1220, 1136]
finance-row	[150, 392, 355, 404]
arrests-text: Ἡ ἀστυνομία πολιορκήσασα χθὲς μίαν οἰκίαν ἐπὶ τῆς ὁδοῦ Σωλῶνος συνέλαβε δύο Βουλγάρους Μπεκάρη καὶ Μελεφτζῆ ὡς ὑπόπτους. Ἐπίσης συνελήφθη ὁ Βούλγαρος κατ' ἐντολὴν τοῦ ἀστυνόμου κ. Σάρρου. Ὅλοι οὗτοι ὁδηγήθησαν εἰς τὸ τμῆμα καὶ μετὰ ἀνάκρισιν ἀφέθησαν ἐλεύθεροι ἐπὶ ἐγγυήσει. Οἱ συλληφθέντες θὰ ἀπελαθῶσιν.	[799, 1104, 1004, 1252]
cooperation-title: ΣΥΝΕΡΓΑΣΙΑ	[828, 462, 975, 487]
finance-row	[150, 428, 355, 440]
exchange-col-sight: Ὄψεως	[322, 499, 355, 509]
text-line-content: γνωρίζη τις σήμερον ἂν καὶ ποῦ	[150, 582, 330, 595]
column-5	[1017, 164, 1222, 2134]
incident-title: ΕΠΕΙΣΟΔΙΟΝ	[828, 820, 975, 845]
finance-row-label: Τράπεζα Ἀθηνῶν	[150, 254, 220, 264]
finance-row-label: Ἠλεκτρικῆς	[150, 429, 195, 439]
text-line	[150, 671, 355, 686]
exchange-list	[150, 510, 355, 570]
katsaras-says-text: Ὁ κ. Κατσαρᾶς ἐρωτηθεὶς ἀφ' ἡμῶν διηγήθη τὸ γεγονὸς μετὰ πάσης ψυχραιμίας καὶ εἶπεν ὅτι θεωρεῖ εὐτύχημα τὴν σύμπτωσιν ὅτι ἔφερεν τὸν πῖλον	[368, 1497, 568, 1570]
finance-row-value: 199.—	[328, 393, 355, 403]
incident-subtitle: ΠΩΠ - ΠΑΝΑΓΙΩΤΟΠΟΥΛΟΥ	[829, 850, 974, 862]
finance-row-label: Τράπεζα Κρήτης	[150, 230, 217, 240]
column-rule	[792, 164, 793, 2134]
conviction-wire: ΤΗΛΕΓΡΑΦΗΜΑ ΤΟΥ „ΣΚΡΙΠ„	[605, 444, 762, 456]
rally-text: ΑΙΓΙΟΝ, 14 Ἀπριλίου. Ὁ κτηματικὸς κόσμος συνελθὼν εἰς συλλαλητήριον παρακαλεῖ θερμῶς ὑμᾶς, ὅπως ἀποκρούσητε πᾶσαν ἐπέμβασιν τῆς Κυβερνήσεως εἰς τὴν συζητουμένην σύμβασιν τοῦ μονοπωλίου καὶ μὴ ἀφαιρεθῇ ἡ σταφὶς τῆς Αἰγιαλείας ἐκ τῆς ἐλευθέρας ἐμπορίας. Ἡ ἐπιτροπὴ Σπῦρος Παναγιωτόπουλος, Βασιλ. Χριστοδουλόπουλος, Σπηλ. Πολυχρονιάδης.	[1235, 693, 1450, 856]
production-text: Ἀλλ' ἐκτὸς τούτου, ὡς παρα-τηρήσουν ἐν τῶν μελῶν τῆς ἐπιτροπῆς, δὲν εἶνε δυνατὸν νὰ βασισθῇ τις ἐπὶ τῶν προκειμένων σημειώσεων στατιστικῶν πινάκων, ὅσον καὶ ἂν πλησιάζουν οὗτοι πρὸς τὴν ἀλήθειαν, καθόσον οὐδὲν ἐκ τῶν μελῶν θέλει ἀσφαλῶς τὰ πράγματα. Διότι ἡ σταφιδοπαραγωγὴ εἰς τὸ συμφέρον τοῦ 50 βελτιώση κατὰ τὸ δυνατὸν τὴν ποιότητα τοῦ κτήματός του καὶ ἐπομένως θὰ δυνηθῇ νὰ ἐκλέξῃ ἱκανὸν μέρος ἐκ τοῦ ὅλου εἰσοδήματος του δυνάμενον νὰ ταχθῇ εἰς τὴν τάξιν τῶν ἀνωτέρων ποιοτήτων κατηγοριῶν. Θὰ εἶνε ἐδῶ ὅπως νὰ γίνωσι πρὸ τοῦ πλέον δὲ εἰς τὸ μέλλον ἡ βελτιωθησομένη παραγωγὴ τῆς ἄλλως θ' αὐξηθῇ ἀπὸ ἔτους εἰς ἔτος. Ἡ σύζητησις ἐπὶ τοῦ 10ου ἄρθρου θὰ ἐξακολουθήσῃ καὶ σήμερον εὐρέως καὶ θὰ ἐξεταθῇ σήμερον ἐπίσης καὶ τὸ ζήτημα τοῦ τρόπου καθ' ὃν θὰ παραλαμβάνεται ὁ καρπὸς ὑπὸ τῆς ἑταιρίας.	[150, 855, 355, 1243]
incident-text: Ὁ βουλευτὴς Αἰγιαλείας κ. Παναγιωτόπουλος θεωρήσας ὡς ἀφορῶντα αὐτὸν δημοσιεύματα τινά, τοῦ ὁποίου ἐσημειοῦτο ἡ συνέδεσις τῆς «Ἀθηνῶν» εἰς τὸν φόβον ἐπιπίπτον εἰς τὸν ἀρχισυντάκτην τῆς ἐφημερίδος κ. Πώπ. Ὁ κ. Πὼπ ἠρνήθη ὅτι ἐγράφη ὑπ' αὐτοῦ, ἀπήντησε ὅτι ὁ ἄρθρον τῆς Βουλῆς ἐδημοσιεύθη. Τὸ ἐπεισόδιον πιστεύεται ὅτι θὰ ἔχῃ συνέχειαν.	[799, 870, 1004, 1048]
scene-subtitle-3: ΤΟΝ ΚΑΘΗΓΗΤΗΝ κ. ΚΑΤΣΑΡΑΝ	[383, 823, 553, 835]
text-line	[150, 716, 355, 731]
finance-row-label: Ἑλληνικοὶ Ἠλεκτρισμοῦ	[150, 381, 244, 391]
world-heading: ΤΟΥ ΚΟΣΜΟΥ	[1235, 1228, 1450, 1250]
diatribe-heading: ΔΙΑΤΡΙΒΑΙ	[1235, 1028, 1450, 1051]
finance-row-label: Ἐπὶ Γαλλίας Δρ.	[150, 511, 214, 521]
finance-row-value: 75.50	[332, 429, 355, 439]
finance-row	[150, 546, 355, 558]
feast-subtitle: ΑΙ ΠΡΟΕΤΟΙΜΑΣΙΑΙ	[600, 1287, 767, 1307]
scene-title-2: ΑΙΜΑΤΗΡΑ ΣΚΗΝΗ	[372, 751, 564, 773]
finance-row	[150, 356, 355, 368]
cooperation-text: Περὶ τὴν μεσημβρίαν τῆς χθὲς ὁ πρωθυπουργὸς κ. Ἀγγελόπουλος μετέβη εἰς τὰ Ἀνάκτορα καὶ συνεργάσθη μετὰ τοῦ Βασιλέως ἐπὶ μίαν περίπου ὥραν. Ὁ κ. πρωθυπουργὸς ἀνεκοίνωσεν εἰς τὸν Α. Μ. τὸ σχέδιον εἰς τὸ ὁποῖον ἐμελέτησεν τὸ θέμα τῆς συμβάσεως, περὶ τῶν ὁποίων συνεννοήσεις περὶ τοῦ μονοπωλίου τῆς σταφίδος, ἐπίσης συνώψε αὐτῷ, ὅτι οὐδεμία ἐριστικὴ ἀπόφασις ἐλήφθη ἀκόμη μέχρι τῆς ὥρας αὐτῆς. Μετὰ τοῦτο ὁ Βασιλεὺς ἀνεκοίνωσε εἰς τὸν κ. πρωθυπουργὸν ὅτι ἔλαβε πλεῖστα τηλεγραφήματα ἐκ διαφόρων σταφιδοφόρων ἐπαρχιῶν ὑπὲρ τῆς συμβάσεως τοῦ μονοπωλίου, τὰ ὁποῖα φέρει ἔξω θὰ ὑποβάλῃ εἰς τὴν Βουλήν.	[799, 512, 1004, 810]
finance-row	[150, 229, 355, 241]
finance-ministry-heading: ΤΟ ΥΠΟΥΡΓΕΙΟΝ ΤΩΝ ΟΙΚΟΝΟΜΙΚΩΝ	[1017, 950, 1222, 969]
feast-title: ΤΗΣ ΛΑΜΙΑΣ	[589, 1181, 778, 1283]
archaeo-title-2: ΕΟΡΤΑΙ ΤΩΝ ΔΕΛΦΩΝ	[805, 1286, 998, 1306]
gazette-heading: ΕΦΗΜΕΡΙΣ ΚΥΒΕΡΝΗΣΕΩΣ	[1235, 863, 1450, 885]
scandal-title: ΣΚΑΝΔΑΛΩΔΗΣ ΔΙΚΗ	[593, 624, 774, 644]
finance-row	[150, 459, 355, 471]
text-line	[150, 791, 355, 806]
scandal-subtitle: ΜΙΑΣ ΒΑΡΩΝΙΔΟΣ	[607, 648, 760, 668]
gazette-text: Προάγεται εἰς πρόξενον α' τάξεως ὁ ἐν Σύρῳ πρόξενος κ. Μ. Μανδάκης. Διορίζεται ἐν Μαδρίτῃ πρόξενος α' τάξεως ὁ κ. Γ. Ζάχος. Διορίζεται προσωρινῶς ἀναπληρωτὴς τοῦ ἐν Βάρνῃ προξένου ὁ κ. Β. Παπαδόπουλος. Ἀπολύεται τῆς ὑπηρεσίας ὁ ἀστυνόμος Καρυταίνης κ. Δ. Χριστοπουλάκης.	[1235, 890, 1450, 1023]
